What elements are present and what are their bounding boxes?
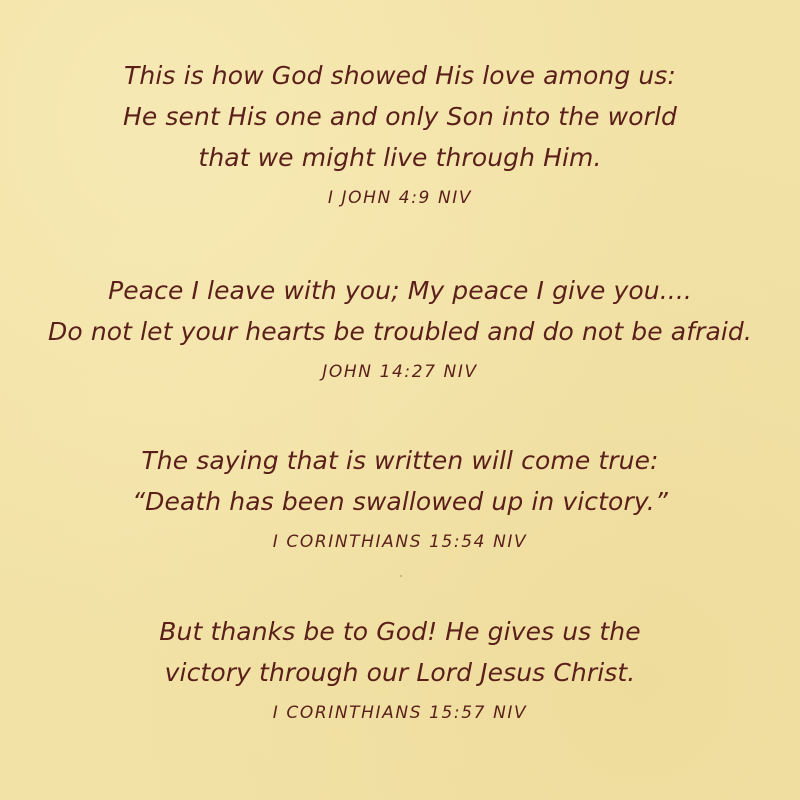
verse-line: The saying that is written will come true: <box>141 446 659 475</box>
verse-line: This is how God showed His love among us: <box>124 61 676 90</box>
verse-reference: I CORINTHIANS 15:57 NIV <box>272 703 528 723</box>
verse-reference: JOHN 14:27 NIV <box>322 362 478 382</box>
verse-line: victory through our Lord Jesus Christ. <box>164 658 636 687</box>
verse-line: Peace I leave with you; My peace I give you.... <box>108 276 692 305</box>
verse-block-john-14-27 <box>0 270 800 384</box>
verse-line: that we might live through Him. <box>198 143 602 172</box>
paper-speck <box>400 575 402 577</box>
verse-line: But thanks be to God! He gives us the <box>159 617 641 646</box>
verse-reference: I CORINTHIANS 15:54 NIV <box>272 532 528 552</box>
verse-line: Do not let your hearts be troubled and do not be afraid. <box>48 317 752 346</box>
verse-block-1-corinthians-15-57 <box>0 611 800 725</box>
verse-block-1-john-4-9 <box>0 55 800 210</box>
verse-line: “Death has been swallowed up in victory.” <box>132 487 668 516</box>
verse-reference: I JOHN 4:9 NIV <box>327 188 473 208</box>
verse-line: He sent His one and only Son into the world <box>122 102 678 131</box>
verse-block-1-corinthians-15-54 <box>0 440 800 554</box>
